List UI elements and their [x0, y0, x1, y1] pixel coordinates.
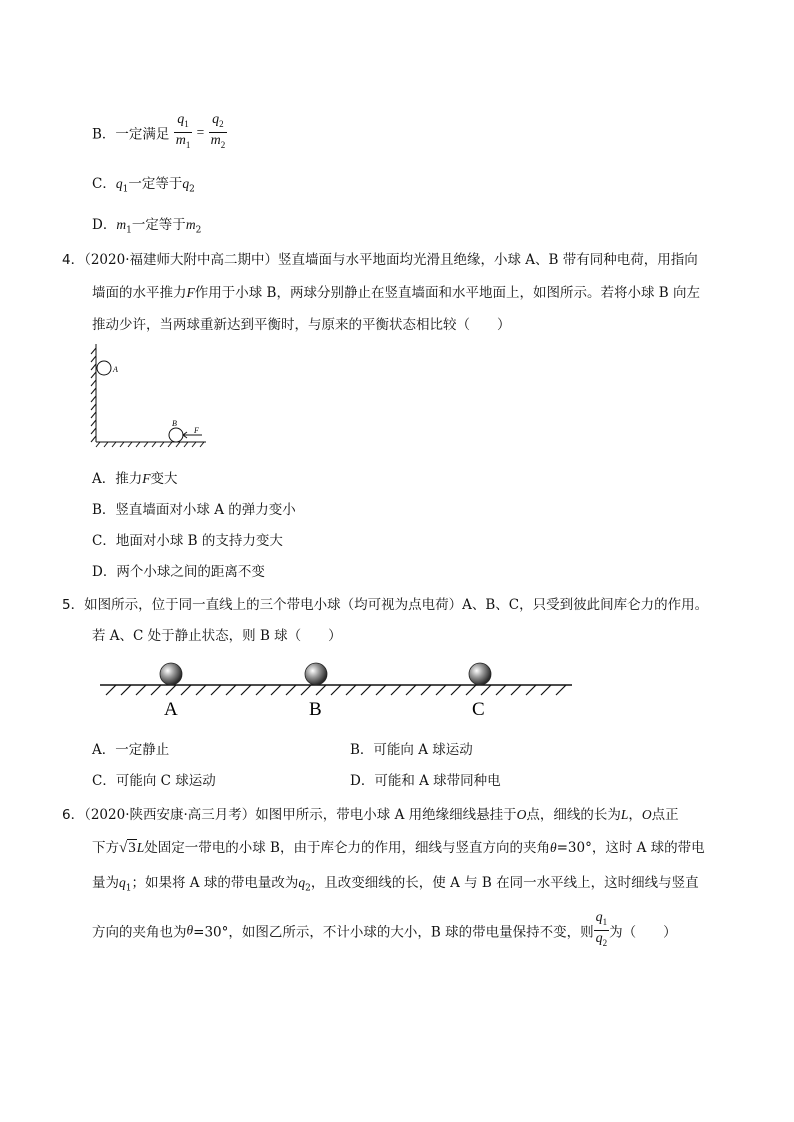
sqrt-3: √3	[119, 840, 136, 856]
q3-option-b	[92, 112, 227, 153]
label-b: B	[309, 699, 322, 720]
q5-line-2: 若 A、C 处于静止状态，则 B 球（ ）	[92, 628, 342, 644]
equals-sign: =	[196, 124, 205, 140]
q3-option-c: C．$q_1$一定等于$q_2$	[92, 176, 195, 195]
q5-option-b: B．可能向 A 球运动	[350, 742, 473, 758]
fraction-q2-m2: $\frac{q_2}{m_2}$	[210, 112, 226, 150]
label-a: A	[113, 365, 118, 374]
label-c: C	[472, 699, 485, 720]
label-f: F	[194, 426, 199, 435]
ball-c	[469, 663, 491, 685]
q6-line-2: 下方√3L处固定一带电的小球 B，由于库仑力的作用，细线与竖直方向的夹角θ=30°，这时 A 球的带电	[92, 840, 705, 856]
q3-option-d: D．$m_1$一定等于$m_2$	[92, 217, 202, 236]
label-b: B	[172, 419, 177, 428]
q5-option-a: A．一定静止	[92, 742, 170, 758]
q5-option-c: C．可能向 C 球运动	[92, 773, 216, 789]
q4-line-1: 4．（2020·福建师大附中高二期中）竖直墙面与水平地面均光滑且绝缘，小球 A、B 带有同种电荷，用指向	[62, 252, 698, 268]
track-hatch	[106, 685, 566, 695]
fraction-q1-m1: $\frac{q_1}{m_1}$	[175, 112, 191, 150]
q5-figure	[96, 655, 576, 725]
label-a: A	[164, 699, 178, 720]
q3-option-b-label: B．一定满足	[92, 126, 170, 143]
ball-a	[97, 361, 111, 375]
q6-number: 6．	[62, 807, 85, 823]
q6-line-3: 量为$q_1$；如果将 A 球的带电量改为$q_2$，且改变细线的长，使 A 与 B 在同一水平线上，这时细线与竖直	[92, 875, 699, 894]
q4-line-3: 推动少许，当两球重新达到平衡时，与原来的平衡状态相比较（ ）	[92, 317, 511, 333]
fraction-q1-q2: $\frac{q_1}{q_2}$	[595, 910, 608, 948]
q4-figure	[88, 338, 213, 453]
ball-a	[160, 663, 182, 685]
q4-option-a: A．推力F变大	[92, 471, 178, 487]
q4-option-b: B．竖直墙面对小球 A 的弹力变小	[92, 502, 296, 518]
q4-option-d: D．两个小球之间的距离不变	[92, 564, 265, 580]
ball-b	[169, 428, 183, 442]
q5-number: 5．	[62, 597, 85, 613]
q4-line-2: 墙面的水平推力F作用于小球 B，两球分别静止在竖直墙面和水平地面上，如图所示。若将小球 B 向左	[92, 285, 700, 301]
ground-hatch	[96, 442, 204, 447]
wall-hatch	[91, 348, 96, 442]
q4-number: 4．	[62, 252, 85, 268]
q5-option-d: D．可能和 A 球带同种电	[350, 773, 501, 789]
q6-line-1: 6．（2020·陕西安康·高三月考）如图甲所示，带电小球 A 用绝缘细线悬挂于O点，细线的长为L，O点正	[62, 807, 679, 823]
q4-option-c: C．地面对小球 B 的支持力变大	[92, 533, 283, 549]
q6-line-4: 方向的夹角也为θ=30°，如图乙所示，不计小球的大小，B 球的带电量保持不变，则 $\frac{q_1}{q_2}$ 为（ ）	[92, 910, 677, 951]
q5-line-1: 5．如图所示，位于同一直线上的三个带电小球（均可视为点电荷）A、B、C，只受到彼此间库仑力的作用。	[62, 597, 709, 613]
ball-b	[305, 663, 327, 685]
